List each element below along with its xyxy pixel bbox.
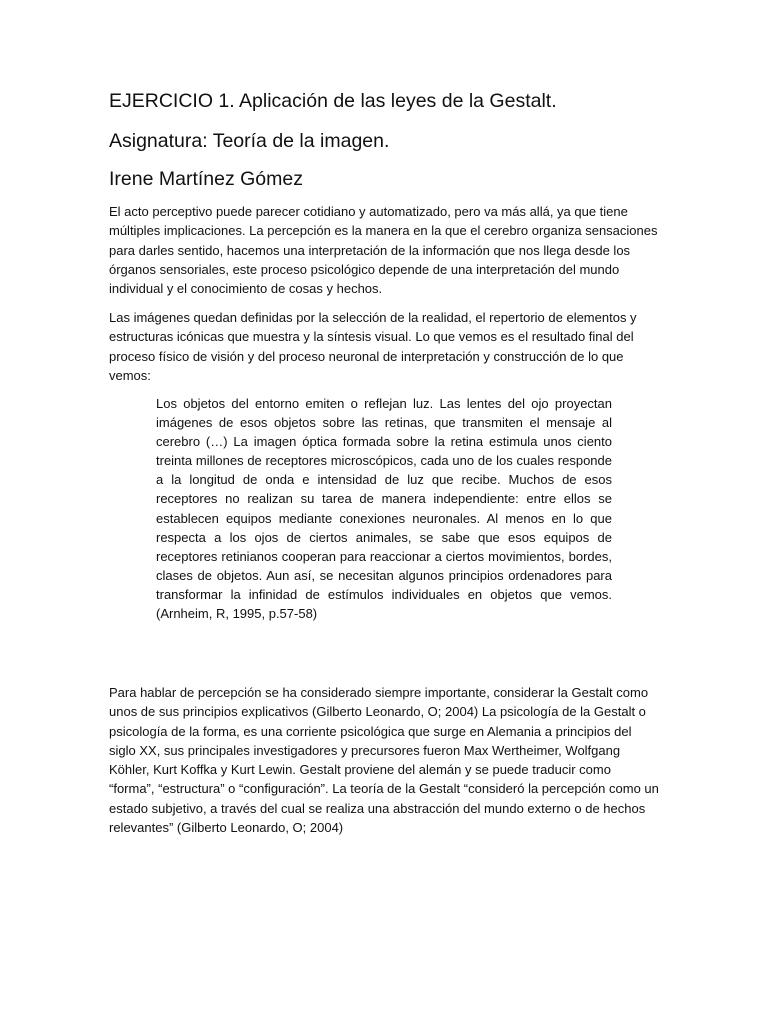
gestalt-paragraph: Para hablar de percepción se ha considerado siempre importante, considerar la Gestalt como unos de sus principios explicativos (Gilberto Leonardo, O; 2004) La psicología de la Gestalt o psicología de la forma, es una corriente psicológica que surge en Alemania a principios del siglo XX, sus principales investigadores y precursores fueron Max Wertheimer, Wolfgang Köhler, Kurt Koffka y Kurt Lewin. Gestalt proviene del alemán y se puede traducir como “forma”, “estructura” o “configuración”. La teoría de la Gestalt “consideró la percepción como un estado subjetivo, a través del cual se realiza una abstracción del mundo externo o de hechos relevantes” (Gilberto Leonardo, O; 2004): [109, 685, 659, 836]
course-subject: Asignatura: Teoría de la imagen.: [109, 130, 390, 152]
exercise-title: EJERCICIO 1. Aplicación de las leyes de la Gestalt.: [109, 90, 557, 112]
images-paragraph: Las imágenes quedan definidas por la selección de la realidad, el repertorio de elementos y estructuras icónicas que muestra y la síntesis visual. Lo que vemos es el resultado final del proceso físico de visión y del proceso neuronal de interpretación y construcción de lo que vemos:: [109, 310, 637, 383]
author-name: Irene Martínez Gómez: [109, 168, 303, 190]
block-quote: Los objetos del entorno emiten o reflejan luz. Las lentes del ojo proyectan imágenes de esos objetos sobre las retinas, que transmiten el mensaje al cerebro (…) La imagen óptica formada sobre la retina estimula unos ciento treinta millones de receptores microscópicos, cada uno de los cuales responde a la longitud de onda e intensidad de luz que recibe. Muchos de esos receptores no realizan su tarea de manera independiente: entre ellos se establecen equipos mediante conexiones neuronales. Al menos en lo que respecta a los ojos de ciertos animales, se sabe que esos equipos de receptores retinianos cooperan para reaccionar a ciertos movimientos, bordes, clases de objetos. Aun así, se necesitan algunos principios ordenadores para transformar la infinidad de estímulos individuales en objetos que vemos. (Arnheim, R, 1995, p.57-58): [156, 396, 612, 622]
intro-paragraph: El acto perceptivo puede parecer cotidiano y automatizado, pero va más allá, ya que tiene múltiples implicaciones. La percepción es la manera en la que el cerebro organiza sensaciones para darles sentido, hacemos una interpretación de la información que nos llega desde los órganos sensoriales, este proceso psicológico depende de una interpretación del mundo individual y el conocimiento de cosas y hechos.: [109, 204, 658, 297]
